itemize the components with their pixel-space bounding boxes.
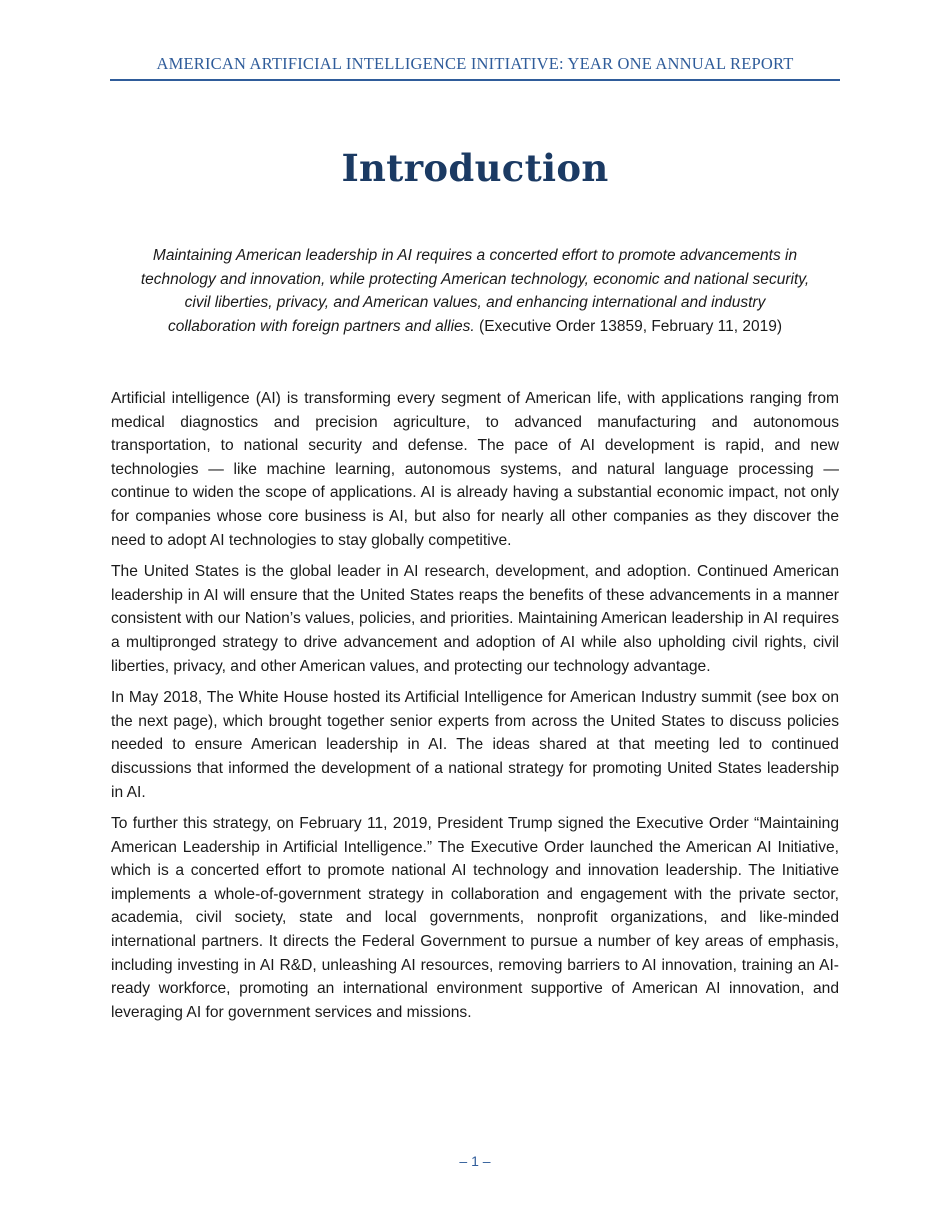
epigraph-citation: (Executive Order 13859, February 11, 2019) <box>479 317 783 335</box>
body-paragraph: In May 2018, The White House hosted its Artificial Intelligence for American Industry summit (see box on the next page), which brought together senior experts from across the United States to discuss policies needed to ensure American leadership in AI. The ideas shared at that meeting led to continued discussions that informed the development of a national strategy for promoting United States leadership in AI. <box>111 689 839 801</box>
body-paragraph: To further this strategy, on February 11, 2019, President Trump signed the Executive Order “Maintaining American Leadership in Artificial Intelligence.” The Executive Order launched the American AI Initiative, which is a concerted effort to promote national AI technology and innovation leadership. The Initiative implements a whole-of-government strategy in collaboration and engagement with the private sector, academia, civil society, state and local governments, nonprofit organizations, and like-minded international partners. It directs the Federal Government to pursue a number of key areas of emphasis, including investing in AI R&D, unleashing AI resources, removing barriers to AI innovation, training an AI-ready workforce, promoting an international environment supportive of American AI innovation, and leveraging AI for government services and missions. <box>111 815 839 1021</box>
running-header: AMERICAN ARTIFICIAL INTELLIGENCE INITIATIVE: YEAR ONE ANNUAL REPORT <box>156 54 794 73</box>
page-title: Introduction <box>341 146 609 190</box>
epigraph <box>140 244 810 338</box>
epigraph-quote: Maintaining American leadership in AI requires a concerted effort to promote advancements in technology and innovation, while protecting American technology, economic and national security, civil liberties, privacy, and American values, and enhancing international and industry collaboration with foreign partners and allies. <box>140 247 810 335</box>
header-divider <box>110 79 840 81</box>
body-text <box>111 387 839 1032</box>
page-number: – 1 – <box>459 1153 491 1169</box>
body-paragraph: The United States is the global leader in AI research, development, and adoption. Continued American leadership in AI will ensure that the United States reaps the benefits of these advancements in a manner consistent with our Nation’s values, policies, and priorities. Maintaining American leadership in AI requires a multipronged strategy to drive advancement and adoption of AI while also upholding civil rights, civil liberties, privacy, and other American values, and protecting our technology advantage. <box>111 563 839 675</box>
body-paragraph: Artificial intelligence (AI) is transforming every segment of American life, with applications ranging from medical diagnostics and precision agriculture, to advanced manufacturing and autonomous transportation, to national security and defense. The pace of AI development is rapid, and new technologies — like machine learning, autonomous systems, and natural language processing — continue to widen the scope of applications. AI is already having a substantial economic impact, not only for companies whose core business is AI, but also for nearly all other companies as they discover the need to adopt AI technologies to stay globally competitive. <box>111 390 839 549</box>
